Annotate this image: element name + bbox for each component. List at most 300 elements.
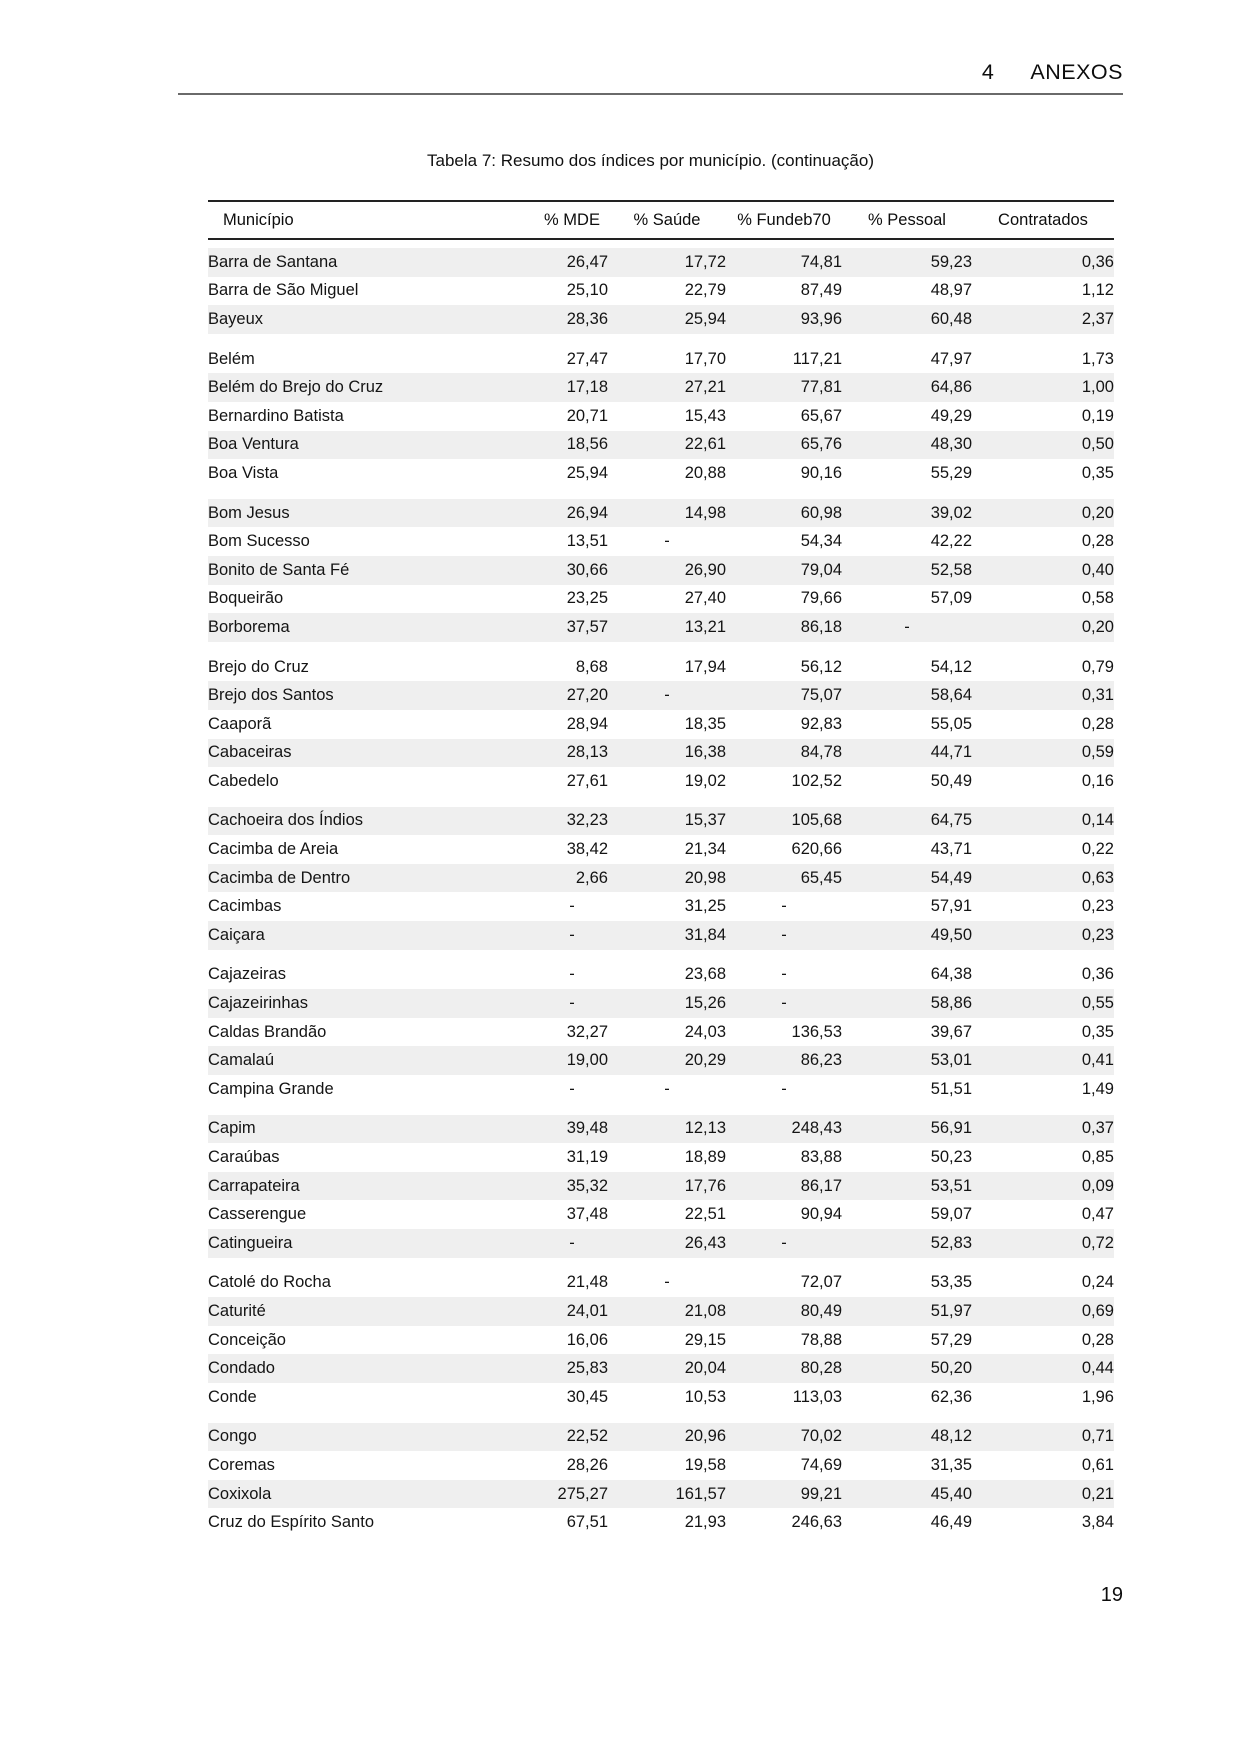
table-row (208, 739, 1114, 768)
page-header (178, 60, 1123, 85)
municipality-cell: Cruz do Espírito Santo (208, 1513, 374, 1532)
value-cell: - (904, 617, 910, 636)
value-cell: 47,97 (842, 334, 972, 374)
value-cell: 48,30 (930, 435, 972, 454)
value-cell: 32,23 (536, 796, 608, 836)
column-header-mde: % MDE (536, 202, 608, 240)
value-cell: 86,18 (800, 617, 842, 636)
value-cell: 80,28 (800, 1359, 842, 1378)
municipality-cell: Catolé do Rocha (208, 1258, 536, 1298)
value-cell: 0,79 (972, 642, 1114, 682)
value-cell: 65,76 (800, 435, 842, 454)
value-cell: 20,98 (684, 868, 726, 887)
value-cell: 99,21 (800, 1484, 842, 1503)
value-cell: 0,55 (1081, 994, 1114, 1013)
municipality-cell: Condado (208, 1359, 275, 1378)
value-cell: 42,22 (930, 532, 972, 551)
municipality-cell: Congo (208, 1412, 536, 1452)
table-row (208, 921, 1114, 950)
value-cell: 0,41 (1081, 1051, 1114, 1070)
municipality-cell: Barra de Santana (208, 240, 536, 277)
value-cell: 55,05 (930, 714, 972, 733)
municipality-cell: Borborema (208, 617, 290, 636)
municipality-table (208, 200, 1114, 1537)
value-cell: 49,50 (930, 925, 972, 944)
page-number: 19 (1100, 1584, 1123, 1606)
value-cell: 79,04 (800, 560, 842, 579)
table-row (208, 950, 1114, 990)
table-row (208, 1297, 1114, 1326)
municipality-cell: Bernardino Batista (208, 406, 344, 425)
value-cell: 35,32 (566, 1176, 608, 1195)
value-cell: 31,84 (684, 925, 726, 944)
value-cell: - (569, 994, 575, 1013)
value-cell: 0,28 (1081, 714, 1114, 733)
municipality-cell: Catingueira (208, 1233, 293, 1252)
value-cell: 0,63 (1081, 868, 1114, 887)
municipality-cell: Camalaú (208, 1051, 275, 1070)
table-row (208, 305, 1114, 334)
municipality-cell: Bom Sucesso (208, 532, 310, 551)
column-header-fundeb70: % Fundeb70 (726, 202, 842, 240)
municipality-cell: Cacimbas (208, 897, 282, 916)
value-cell: 13,51 (566, 532, 608, 551)
value-cell: 0,31 (1081, 686, 1114, 705)
municipality-cell: Caturité (208, 1301, 266, 1320)
table-row (208, 1229, 1114, 1258)
value-cell: 53,51 (930, 1176, 972, 1195)
value-cell: 275,27 (557, 1484, 608, 1503)
value-cell: 2,37 (1081, 309, 1114, 328)
table-row (208, 681, 1114, 710)
value-cell: 75,07 (800, 686, 842, 705)
table-row (208, 892, 1114, 921)
table-row (208, 1258, 1114, 1298)
value-cell: 27,21 (684, 378, 726, 397)
table-row (208, 1480, 1114, 1509)
value-cell: 0,36 (972, 950, 1114, 990)
value-cell: - (781, 994, 787, 1013)
value-cell: 113,03 (792, 1387, 842, 1406)
value-cell: 72,07 (726, 1258, 842, 1298)
value-cell: 10,53 (684, 1387, 726, 1406)
value-cell: 0,19 (1081, 406, 1114, 425)
value-cell: 0,35 (1081, 1022, 1114, 1041)
municipality-cell: Cabedelo (208, 771, 279, 790)
value-cell: 0,22 (1081, 840, 1114, 859)
value-cell: 18,89 (684, 1148, 726, 1167)
value-cell: 46,49 (930, 1513, 972, 1532)
table-row (208, 1172, 1114, 1201)
value-cell: 26,47 (536, 240, 608, 277)
table-row (208, 1354, 1114, 1383)
value-cell: 19,58 (684, 1455, 726, 1474)
value-cell: 0,85 (1081, 1148, 1114, 1167)
value-cell: 54,12 (842, 642, 972, 682)
table-header-row (208, 202, 1114, 240)
value-cell: 0,28 (1081, 532, 1114, 551)
table-row (208, 796, 1114, 836)
value-cell: 48,12 (842, 1412, 972, 1452)
value-cell: 43,71 (930, 840, 972, 859)
value-cell: 28,36 (566, 309, 608, 328)
table-row (208, 835, 1114, 864)
value-cell: 24,01 (566, 1301, 608, 1320)
municipality-cell: Cacimba de Areia (208, 840, 339, 859)
value-cell: 25,94 (566, 463, 608, 482)
value-cell: 0,16 (1081, 771, 1114, 790)
municipality-cell: Brejo do Cruz (208, 642, 536, 682)
table-row (208, 1018, 1114, 1047)
value-cell: - (569, 1079, 575, 1098)
municipality-cell: Conde (208, 1387, 257, 1406)
value-cell: 0,71 (972, 1412, 1114, 1452)
municipality-cell: Cajazeiras (208, 950, 536, 990)
value-cell: 39,02 (842, 488, 972, 528)
municipality-cell: Caraúbas (208, 1148, 280, 1167)
value-cell: 1,96 (1081, 1387, 1114, 1406)
value-cell: - (608, 1258, 726, 1298)
value-cell: 90,94 (800, 1205, 842, 1224)
value-cell: 105,68 (726, 796, 842, 836)
value-cell: 0,37 (972, 1104, 1114, 1144)
value-cell: 64,38 (842, 950, 972, 990)
value-cell: 50,23 (930, 1148, 972, 1167)
column-header-saude: % Saúde (608, 202, 726, 240)
table-row (208, 334, 1114, 374)
value-cell: 14,98 (608, 488, 726, 528)
value-cell: 93,96 (800, 309, 842, 328)
value-cell: 58,64 (930, 686, 972, 705)
value-cell: - (569, 1233, 575, 1252)
value-cell: 1,12 (1081, 281, 1114, 300)
value-cell: 56,91 (842, 1104, 972, 1144)
table-row (208, 864, 1114, 893)
value-cell: 22,52 (536, 1412, 608, 1452)
value-cell: 67,51 (566, 1513, 608, 1532)
municipality-cell: Coxixola (208, 1484, 272, 1503)
table-row (208, 373, 1114, 402)
value-cell: 39,48 (536, 1104, 608, 1144)
table-row (208, 1046, 1114, 1075)
value-cell: 28,13 (566, 743, 608, 762)
municipality-cell: Capim (208, 1104, 536, 1144)
table-caption: Tabela 7: Resumo dos índices por município. (continuação) (427, 151, 874, 170)
municipality-cell: Boqueirão (208, 589, 284, 608)
municipality-cell: Caldas Brandão (208, 1022, 327, 1041)
table-row (208, 1104, 1114, 1144)
value-cell: 117,21 (726, 334, 842, 374)
table-row (208, 402, 1114, 431)
value-cell: 65,45 (800, 868, 842, 887)
value-cell: 25,10 (566, 281, 608, 300)
value-cell: 17,72 (608, 240, 726, 277)
value-cell: 0,24 (972, 1258, 1114, 1298)
table-row (208, 613, 1114, 642)
value-cell: 8,68 (536, 642, 608, 682)
table-row (208, 527, 1114, 556)
table-row (208, 1451, 1114, 1480)
value-cell: 51,97 (930, 1301, 972, 1320)
value-cell: 19,02 (684, 771, 726, 790)
municipality-cell: Bayeux (208, 309, 264, 328)
value-cell: 102,52 (791, 771, 842, 790)
value-cell: 23,25 (566, 589, 608, 608)
table-body (208, 240, 1114, 1537)
value-cell: 28,94 (566, 714, 608, 733)
table-row (208, 1200, 1114, 1229)
value-cell: 25,94 (684, 309, 726, 328)
value-cell: 55,29 (930, 463, 972, 482)
municipality-cell: Barra de São Miguel (208, 281, 359, 300)
value-cell: 18,35 (684, 714, 726, 733)
column-header-contratados: Contratados (972, 202, 1114, 240)
value-cell: 0,35 (1081, 463, 1114, 482)
value-cell: 1,73 (972, 334, 1114, 374)
municipality-cell: Brejo dos Santos (208, 686, 334, 705)
value-cell: 21,34 (684, 840, 726, 859)
municipality-cell: Conceição (208, 1330, 286, 1349)
value-cell: 620,66 (791, 840, 842, 859)
value-cell: - (664, 1079, 670, 1098)
value-cell: 65,67 (800, 406, 842, 425)
table-row (208, 1412, 1114, 1452)
value-cell: - (781, 925, 787, 944)
value-cell: 52,58 (930, 560, 972, 579)
value-cell: 161,57 (675, 1484, 726, 1503)
value-cell: 0,44 (1081, 1359, 1114, 1378)
value-cell: 30,45 (566, 1387, 608, 1406)
value-cell: 20,88 (684, 463, 726, 482)
municipality-cell: Caaporã (208, 714, 272, 733)
table-row (208, 1075, 1114, 1104)
value-cell: 19,00 (566, 1051, 608, 1070)
value-cell: 57,29 (930, 1330, 972, 1349)
municipality-cell: Carrapateira (208, 1176, 300, 1195)
value-cell: 15,37 (608, 796, 726, 836)
value-cell: 31,35 (930, 1455, 972, 1474)
value-cell: - (781, 1233, 787, 1252)
value-cell: 49,29 (930, 406, 972, 425)
value-cell: 21,48 (536, 1258, 608, 1298)
value-cell: - (726, 950, 842, 990)
table-row (208, 585, 1114, 614)
value-cell: 15,26 (684, 994, 726, 1013)
value-cell: 20,96 (608, 1412, 726, 1452)
value-cell: - (664, 532, 670, 551)
value-cell: 77,81 (800, 378, 842, 397)
value-cell: 84,78 (800, 743, 842, 762)
table-row (208, 1383, 1114, 1412)
value-cell: 22,51 (684, 1205, 726, 1224)
value-cell: 59,07 (930, 1205, 972, 1224)
value-cell: 0,69 (1081, 1301, 1114, 1320)
value-cell: 23,68 (608, 950, 726, 990)
value-cell: 17,76 (684, 1176, 726, 1195)
value-cell: 57,91 (930, 897, 972, 916)
value-cell: 37,48 (566, 1205, 608, 1224)
value-cell: - (569, 925, 575, 944)
value-cell: 246,63 (791, 1513, 842, 1532)
value-cell: - (781, 1079, 787, 1098)
value-cell: 87,49 (800, 281, 842, 300)
value-cell: - (664, 686, 670, 705)
value-cell: 90,16 (800, 463, 842, 482)
value-cell: 136,53 (791, 1022, 842, 1041)
value-cell: 38,42 (566, 840, 608, 859)
value-cell: 74,69 (800, 1455, 842, 1474)
value-cell: 64,86 (930, 378, 972, 397)
value-cell: 60,98 (726, 488, 842, 528)
value-cell: 50,49 (930, 771, 972, 790)
value-cell: 0,50 (1081, 435, 1114, 454)
value-cell: 45,40 (930, 1484, 972, 1503)
municipality-cell: Campina Grande (208, 1079, 334, 1098)
value-cell: 26,94 (536, 488, 608, 528)
table-row (208, 767, 1114, 796)
municipality-cell: Bom Jesus (208, 488, 536, 528)
table-row (208, 1143, 1114, 1172)
value-cell: 1,00 (1081, 378, 1114, 397)
column-header-pessoal: % Pessoal (842, 202, 972, 240)
value-cell: 27,61 (566, 771, 608, 790)
municipality-cell: Belém do Brejo do Cruz (208, 378, 384, 397)
value-cell: 50,20 (930, 1359, 972, 1378)
value-cell: 48,97 (930, 281, 972, 300)
value-cell: 86,23 (800, 1051, 842, 1070)
value-cell: 29,15 (684, 1330, 726, 1349)
value-cell: 80,49 (800, 1301, 842, 1320)
value-cell: 37,57 (566, 617, 608, 636)
municipality-cell: Cacimba de Dentro (208, 868, 351, 887)
value-cell: 27,47 (536, 334, 608, 374)
table-row (208, 556, 1114, 585)
value-cell: 12,13 (608, 1104, 726, 1144)
value-cell: 3,84 (1081, 1513, 1114, 1532)
value-cell: 13,21 (684, 617, 726, 636)
value-cell: 32,27 (566, 1022, 608, 1041)
table-row (208, 989, 1114, 1018)
value-cell: 31,25 (684, 897, 726, 916)
value-cell: 0,58 (1081, 589, 1114, 608)
value-cell: 17,18 (566, 378, 608, 397)
value-cell: 21,93 (684, 1513, 726, 1532)
value-cell: 0,72 (1081, 1233, 1114, 1252)
value-cell: 18,56 (566, 435, 608, 454)
table-row (208, 488, 1114, 528)
table-row (208, 431, 1114, 460)
value-cell: 17,94 (608, 642, 726, 682)
municipality-cell: Bonito de Santa Fé (208, 560, 350, 579)
value-cell: 0,09 (1081, 1176, 1114, 1195)
value-cell: 16,06 (566, 1330, 608, 1349)
value-cell: 79,66 (800, 589, 842, 608)
value-cell: - (781, 897, 787, 916)
value-cell: 30,66 (566, 560, 608, 579)
value-cell: 0,59 (1081, 743, 1114, 762)
value-cell: 27,40 (684, 589, 726, 608)
value-cell: 59,23 (842, 240, 972, 277)
value-cell: 83,88 (800, 1148, 842, 1167)
value-cell: 2,66 (575, 868, 608, 887)
value-cell: 0,14 (972, 796, 1114, 836)
value-cell: 0,21 (1081, 1484, 1114, 1503)
value-cell: 62,36 (930, 1387, 972, 1406)
value-cell: 0,23 (1081, 897, 1114, 916)
municipality-cell: Casserengue (208, 1205, 307, 1224)
value-cell: 21,08 (684, 1301, 726, 1320)
value-cell: 0,61 (1081, 1455, 1114, 1474)
value-cell: 78,88 (800, 1330, 842, 1349)
value-cell: 27,20 (566, 686, 608, 705)
value-cell: 70,02 (726, 1412, 842, 1452)
municipality-cell: Boa Ventura (208, 435, 299, 454)
table-row (208, 240, 1114, 277)
table-row (208, 710, 1114, 739)
table-row (208, 1326, 1114, 1355)
value-cell: 22,61 (684, 435, 726, 454)
value-cell: 0,40 (1081, 560, 1114, 579)
value-cell: - (536, 950, 608, 990)
municipality-cell: Caiçara (208, 925, 265, 944)
municipality-cell: Boa Vista (208, 463, 279, 482)
value-cell: 26,43 (684, 1233, 726, 1252)
table-row (208, 642, 1114, 682)
value-cell: 52,83 (930, 1233, 972, 1252)
value-cell: 44,71 (930, 743, 972, 762)
value-cell: 54,34 (800, 532, 842, 551)
value-cell: 20,71 (566, 406, 608, 425)
value-cell: 54,49 (930, 868, 972, 887)
value-cell: 0,20 (1081, 617, 1114, 636)
value-cell: 20,29 (684, 1051, 726, 1070)
table-row (208, 1508, 1114, 1537)
value-cell: 20,04 (684, 1359, 726, 1378)
value-cell: 25,83 (566, 1359, 608, 1378)
value-cell: 74,81 (726, 240, 842, 277)
municipality-cell: Belém (208, 334, 536, 374)
value-cell: 86,17 (800, 1176, 842, 1195)
value-cell: 0,47 (1081, 1205, 1114, 1224)
municipality-cell: Coremas (208, 1455, 275, 1474)
value-cell: 28,26 (566, 1455, 608, 1474)
table-row (208, 277, 1114, 306)
value-cell: 92,83 (800, 714, 842, 733)
value-cell: 39,67 (930, 1022, 972, 1041)
value-cell: 57,09 (930, 589, 972, 608)
municipality-cell: Cabaceiras (208, 743, 292, 762)
value-cell: 51,51 (930, 1079, 972, 1098)
value-cell: 26,90 (684, 560, 726, 579)
municipality-cell: Cachoeira dos Índios (208, 796, 536, 836)
value-cell: - (569, 897, 575, 916)
value-cell: 0,36 (972, 240, 1114, 277)
table-row (208, 459, 1114, 488)
value-cell: 1,49 (1081, 1079, 1114, 1098)
value-cell: 24,03 (684, 1022, 726, 1041)
value-cell: 17,70 (608, 334, 726, 374)
value-cell: 58,86 (930, 994, 972, 1013)
value-cell: 53,01 (930, 1051, 972, 1070)
value-cell: 56,12 (726, 642, 842, 682)
value-cell: 53,35 (842, 1258, 972, 1298)
value-cell: 31,19 (566, 1148, 608, 1167)
section-title: ANEXOS (1030, 60, 1123, 84)
value-cell: 64,75 (842, 796, 972, 836)
section-number: 4 (981, 60, 995, 84)
value-cell: 60,48 (930, 309, 972, 328)
value-cell: 0,20 (972, 488, 1114, 528)
